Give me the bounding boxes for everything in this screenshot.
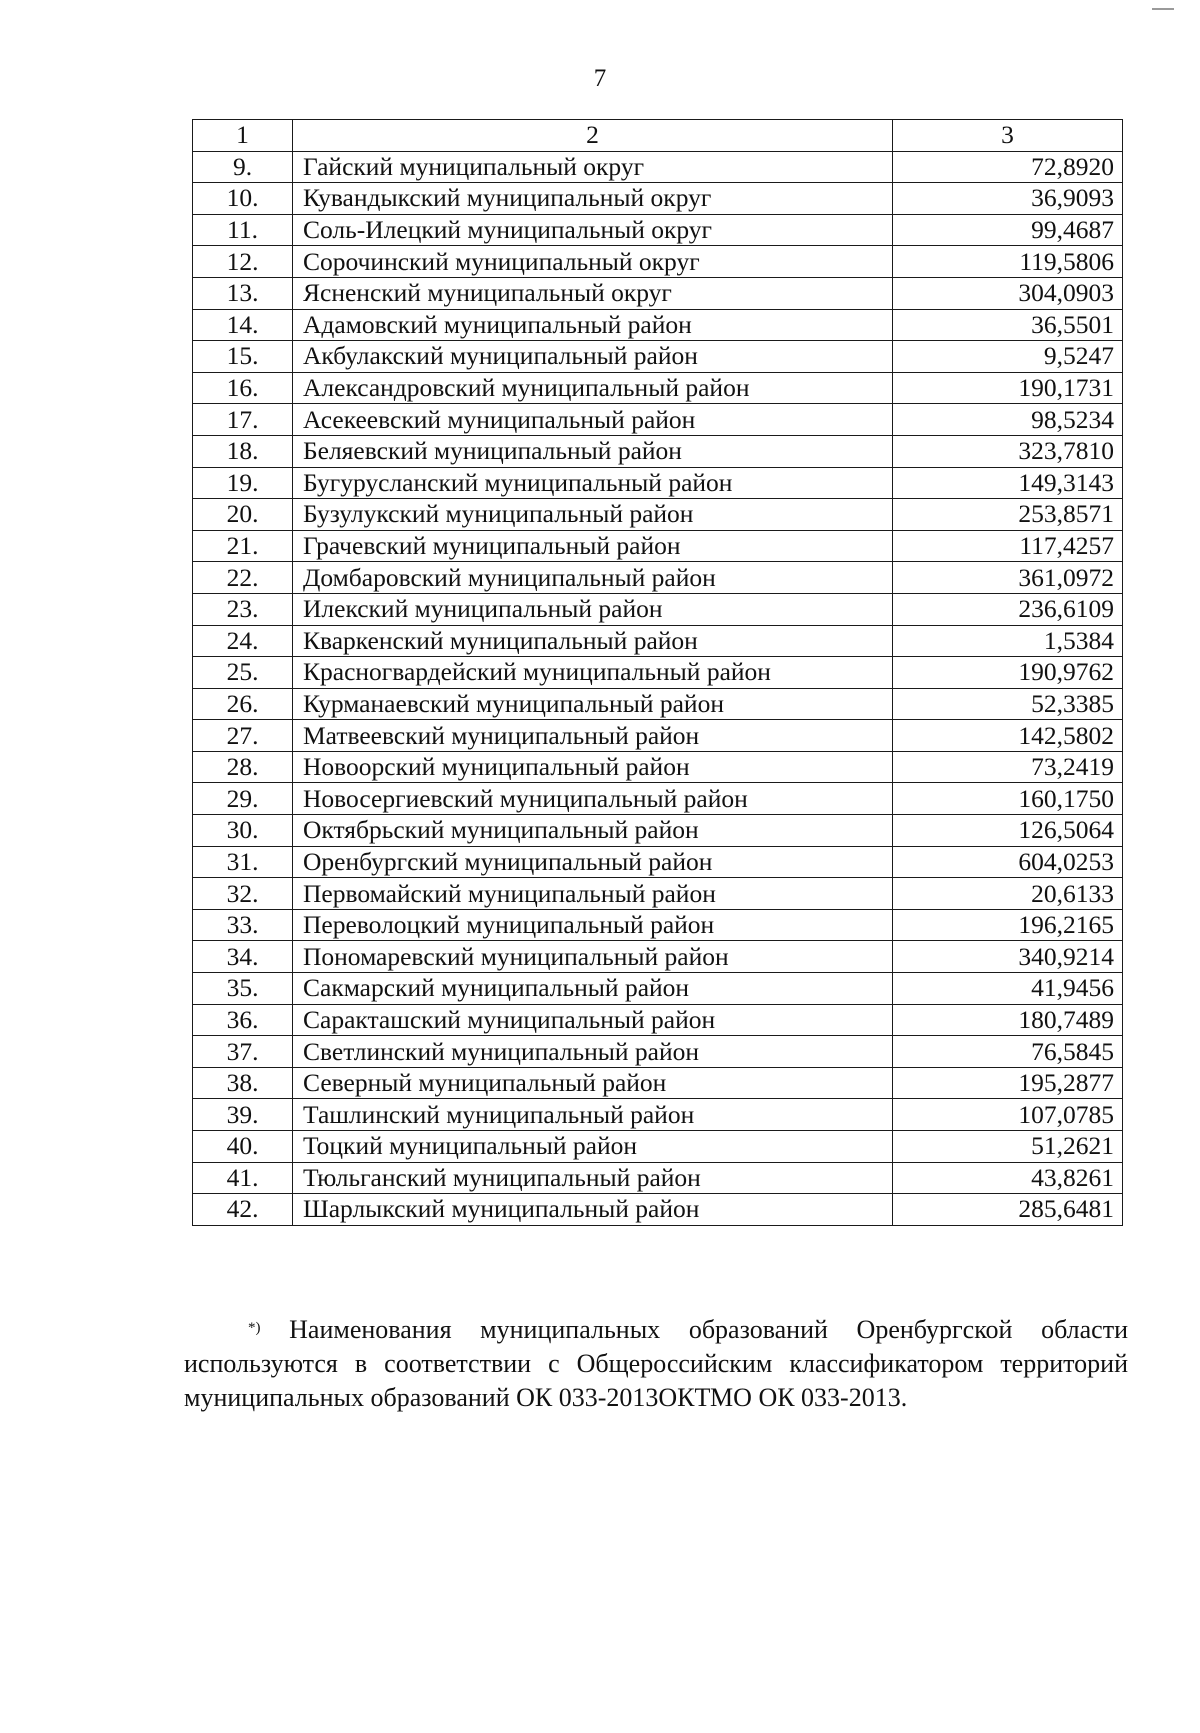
- page-number: 7: [593, 65, 607, 92]
- table-row: [193, 467, 1123, 499]
- municipality-name-cell: Переволоцкий муниципальный район: [293, 909, 893, 941]
- value-cell: 340,9214: [893, 941, 1123, 973]
- municipality-name-cell: Соль-Илецкий муниципальный округ: [293, 214, 893, 246]
- row-number-cell: 38.: [193, 1067, 293, 1099]
- value-cell: 52,3385: [893, 688, 1123, 720]
- value-cell: 285,6481: [893, 1194, 1123, 1226]
- municipality-name-cell: Кваркенский муниципальный район: [293, 625, 893, 657]
- row-number-cell: 30.: [193, 815, 293, 847]
- value-cell: 236,6109: [893, 593, 1123, 625]
- row-number-cell: 31.: [193, 846, 293, 878]
- table-row: [193, 404, 1123, 436]
- value-cell: 1,5384: [893, 625, 1123, 657]
- value-cell: 196,2165: [893, 909, 1123, 941]
- row-number-cell: 42.: [193, 1194, 293, 1226]
- table-row: [193, 1004, 1123, 1036]
- table-row: [193, 1067, 1123, 1099]
- row-number-cell: 27.: [193, 720, 293, 752]
- value-cell: 126,5064: [893, 815, 1123, 847]
- row-number-cell: 18.: [193, 435, 293, 467]
- value-cell: 304,0903: [893, 277, 1123, 309]
- municipality-name-cell: Акбулакский муниципальный район: [293, 341, 893, 373]
- municipality-name-cell: Бугурусланский муниципальный район: [293, 467, 893, 499]
- municipality-name-cell: Ясненский муниципальный округ: [293, 277, 893, 309]
- table-row: [193, 815, 1123, 847]
- value-cell: 41,9456: [893, 973, 1123, 1005]
- municipality-name-cell: Новосергиевский муниципальный район: [293, 783, 893, 815]
- table-row: [193, 277, 1123, 309]
- row-number-cell: 39.: [193, 1099, 293, 1131]
- value-cell: 361,0972: [893, 562, 1123, 594]
- table-row: [193, 751, 1123, 783]
- municipality-name-cell: Шарлыкский муниципальный район: [293, 1194, 893, 1226]
- row-number-cell: 17.: [193, 404, 293, 436]
- row-number-cell: 33.: [193, 909, 293, 941]
- municipality-name-cell: Бузулукский муниципальный район: [293, 499, 893, 531]
- value-cell: 117,4257: [893, 530, 1123, 562]
- value-cell: 20,6133: [893, 878, 1123, 910]
- row-number-cell: 24.: [193, 625, 293, 657]
- table-row: [193, 372, 1123, 404]
- table-row: [193, 1036, 1123, 1068]
- row-number-cell: 28.: [193, 751, 293, 783]
- table-row: [193, 309, 1123, 341]
- row-number-cell: 41.: [193, 1162, 293, 1194]
- row-number-cell: 14.: [193, 309, 293, 341]
- row-number-cell: 23.: [193, 593, 293, 625]
- value-cell: 76,5845: [893, 1036, 1123, 1068]
- row-number-cell: 26.: [193, 688, 293, 720]
- table-row: [193, 909, 1123, 941]
- footnote: [184, 1313, 1128, 1415]
- footnote-line1-text: Наименования муниципальных образований Оренбургской области: [289, 1315, 1128, 1344]
- municipality-name-cell: Красногвардейский муниципальный район: [293, 657, 893, 689]
- scan-corner-mark: [1152, 8, 1174, 10]
- municipality-name-cell: Гайский муниципальный округ: [293, 151, 893, 183]
- value-cell: 180,7489: [893, 1004, 1123, 1036]
- municipality-name-cell: Домбаровский муниципальный район: [293, 562, 893, 594]
- row-number-cell: 21.: [193, 530, 293, 562]
- municipality-name-cell: Ташлинский муниципальный район: [293, 1099, 893, 1131]
- value-cell: 323,7810: [893, 435, 1123, 467]
- row-number-cell: 20.: [193, 499, 293, 531]
- table-row: [193, 435, 1123, 467]
- municipality-name-cell: Тоцкий муниципальный район: [293, 1131, 893, 1163]
- municipality-name-cell: Первомайский муниципальный район: [293, 878, 893, 910]
- table-row: [193, 341, 1123, 373]
- table-row: [193, 246, 1123, 278]
- municipality-name-cell: Матвеевский муниципальный район: [293, 720, 893, 752]
- table-row: [193, 941, 1123, 973]
- table-row: [193, 783, 1123, 815]
- row-number-cell: 32.: [193, 878, 293, 910]
- row-number-cell: 34.: [193, 941, 293, 973]
- municipality-name-cell: Сакмарский муниципальный район: [293, 973, 893, 1005]
- row-number-cell: 15.: [193, 341, 293, 373]
- table-row: [193, 846, 1123, 878]
- municipality-name-cell: Пономаревский муниципальный район: [293, 941, 893, 973]
- row-number-cell: 25.: [193, 657, 293, 689]
- value-cell: 99,4687: [893, 214, 1123, 246]
- row-number-cell: 37.: [193, 1036, 293, 1068]
- row-number-cell: 19.: [193, 467, 293, 499]
- value-cell: 149,3143: [893, 467, 1123, 499]
- value-cell: 604,0253: [893, 846, 1123, 878]
- row-number-cell: 40.: [193, 1131, 293, 1163]
- municipalities-table: [192, 119, 1123, 1226]
- value-cell: 9,5247: [893, 341, 1123, 373]
- value-cell: 98,5234: [893, 404, 1123, 436]
- municipality-name-cell: Асекеевский муниципальный район: [293, 404, 893, 436]
- row-number-cell: 10.: [193, 183, 293, 215]
- municipality-name-cell: Кувандыкский муниципальный округ: [293, 183, 893, 215]
- row-number-cell: 22.: [193, 562, 293, 594]
- header-col-2: 2: [293, 120, 893, 152]
- table-row: [193, 1099, 1123, 1131]
- footnote-first-line: [184, 1313, 1128, 1347]
- table-row: [193, 973, 1123, 1005]
- value-cell: 72,8920: [893, 151, 1123, 183]
- row-number-cell: 9.: [193, 151, 293, 183]
- header-col-1: 1: [193, 120, 293, 152]
- value-cell: 43,8261: [893, 1162, 1123, 1194]
- row-number-cell: 11.: [193, 214, 293, 246]
- municipality-name-cell: Курманаевский муниципальный район: [293, 688, 893, 720]
- municipality-name-cell: Грачевский муниципальный район: [293, 530, 893, 562]
- municipality-name-cell: Новоорский муниципальный район: [293, 751, 893, 783]
- value-cell: 73,2419: [893, 751, 1123, 783]
- value-cell: 190,9762: [893, 657, 1123, 689]
- municipality-name-cell: Оренбургский муниципальный район: [293, 846, 893, 878]
- row-number-cell: 29.: [193, 783, 293, 815]
- value-cell: 160,1750: [893, 783, 1123, 815]
- value-cell: 142,5802: [893, 720, 1123, 752]
- footnote-rest-text: используются в соответствии с Общероссийским классификатором территорий муниципальных образований ОК 033-2013ОКТМО ОК 033-2013.: [184, 1349, 1128, 1412]
- value-cell: 253,8571: [893, 499, 1123, 531]
- value-cell: 107,0785: [893, 1099, 1123, 1131]
- row-number-cell: 35.: [193, 973, 293, 1005]
- header-col-3: 3: [893, 120, 1123, 152]
- municipality-name-cell: Октябрьский муниципальный район: [293, 815, 893, 847]
- row-number-cell: 13.: [193, 277, 293, 309]
- table-row: [193, 562, 1123, 594]
- municipality-name-cell: Александровский муниципальный район: [293, 372, 893, 404]
- table-row: [193, 1162, 1123, 1194]
- table-row: [193, 720, 1123, 752]
- municipality-name-cell: Беляевский муниципальный район: [293, 435, 893, 467]
- municipality-name-cell: Тюльганский муниципальный район: [293, 1162, 893, 1194]
- table-row: [193, 183, 1123, 215]
- municipality-name-cell: Саракташский муниципальный район: [293, 1004, 893, 1036]
- municipality-name-cell: Северный муниципальный район: [293, 1067, 893, 1099]
- row-number-cell: 16.: [193, 372, 293, 404]
- table-row: [193, 878, 1123, 910]
- table-row: [193, 593, 1123, 625]
- table-row: [193, 214, 1123, 246]
- footnote-marker: *): [248, 1320, 261, 1336]
- table-row: [193, 530, 1123, 562]
- value-cell: 195,2877: [893, 1067, 1123, 1099]
- table-row: [193, 1131, 1123, 1163]
- value-cell: 36,5501: [893, 309, 1123, 341]
- value-cell: 119,5806: [893, 246, 1123, 278]
- table-row: [193, 625, 1123, 657]
- municipality-name-cell: Светлинский муниципальный район: [293, 1036, 893, 1068]
- table-row: [193, 657, 1123, 689]
- value-cell: 51,2621: [893, 1131, 1123, 1163]
- row-number-cell: 36.: [193, 1004, 293, 1036]
- table-header-row: [193, 120, 1123, 152]
- row-number-cell: 12.: [193, 246, 293, 278]
- municipality-name-cell: Адамовский муниципальный район: [293, 309, 893, 341]
- table-row: [193, 688, 1123, 720]
- municipality-name-cell: Илекский муниципальный район: [293, 593, 893, 625]
- table-row: [193, 1194, 1123, 1226]
- table-row: [193, 499, 1123, 531]
- municipality-name-cell: Сорочинский муниципальный округ: [293, 246, 893, 278]
- value-cell: 36,9093: [893, 183, 1123, 215]
- value-cell: 190,1731: [893, 372, 1123, 404]
- table-row: [193, 151, 1123, 183]
